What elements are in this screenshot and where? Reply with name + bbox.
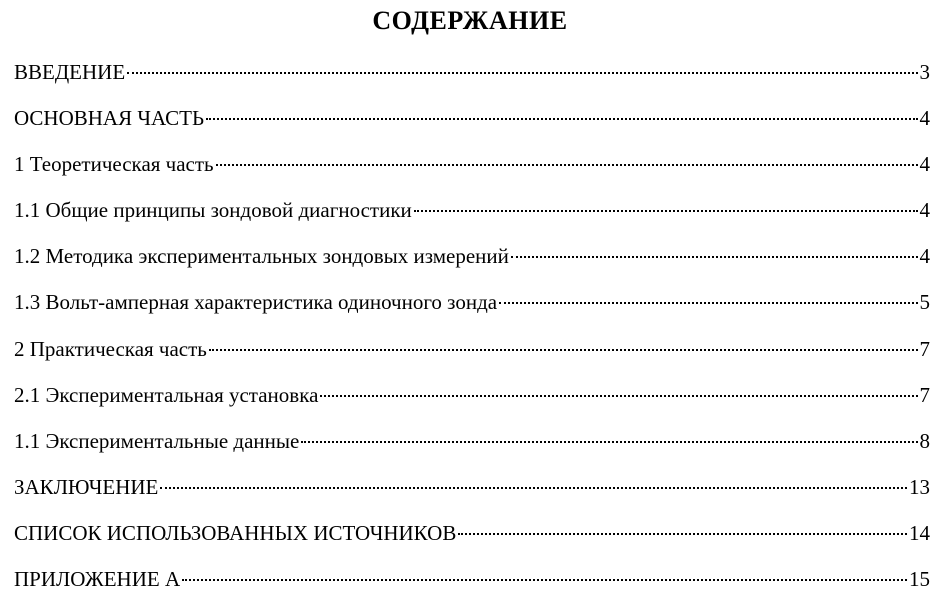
toc-page-number: 7 xyxy=(919,336,930,361)
toc-page-number: 8 xyxy=(919,428,930,453)
toc-entry-introduction[interactable] xyxy=(14,54,930,100)
toc-page-number: 7 xyxy=(919,382,930,407)
toc-entry-references[interactable] xyxy=(14,515,930,561)
toc-entry-iv-characteristic[interactable] xyxy=(14,284,930,330)
toc-page-number: 15 xyxy=(909,567,930,592)
dot-leader xyxy=(511,256,918,258)
dot-leader xyxy=(160,487,907,489)
toc-entry-text: СПИСОК ИСПОЛЬЗОВАННЫХ ИСТОЧНИКОВ xyxy=(14,520,457,545)
dot-leader xyxy=(499,302,917,304)
toc-entry-measurement-method[interactable] xyxy=(14,238,930,284)
toc-page-number: 4 xyxy=(919,198,930,223)
toc-entry-theory[interactable] xyxy=(14,146,930,192)
dot-leader xyxy=(206,118,917,120)
toc-title: СОДЕРЖАНИЕ xyxy=(372,6,568,35)
toc-entry-setup[interactable] xyxy=(14,377,930,423)
toc-entry-text: 1 Теоретическая часть xyxy=(14,152,214,177)
dot-leader xyxy=(127,72,917,74)
toc-entry-text: ЗАКЛЮЧЕНИЕ xyxy=(14,474,159,499)
dot-leader xyxy=(320,395,917,397)
toc-entry-experimental-data[interactable] xyxy=(14,423,930,469)
toc-entry-conclusion[interactable] xyxy=(14,469,930,515)
dot-leader xyxy=(414,210,918,212)
toc-entry-text: ВВЕДЕНИЕ xyxy=(14,60,126,84)
toc-page-number: 4 xyxy=(919,244,930,269)
toc-entry-text: ОСНОВНАЯ ЧАСТЬ xyxy=(14,106,205,131)
toc-page-number: 14 xyxy=(909,520,930,545)
dot-leader xyxy=(209,349,918,351)
toc-entry-probe-principles[interactable] xyxy=(14,192,930,238)
toc-entry-text: 2 Практическая часть xyxy=(14,336,207,361)
toc-page-number: 5 xyxy=(919,290,930,315)
toc-entry-text: 1.2 Методика экспериментальных зондовых измерений xyxy=(14,244,509,269)
dot-leader xyxy=(458,533,907,535)
toc-entry-practical[interactable] xyxy=(14,331,930,377)
toc-entry-text: ПРИЛОЖЕНИЕ А xyxy=(14,567,181,592)
dot-leader xyxy=(301,441,917,443)
dot-leader xyxy=(216,164,918,166)
toc-entry-text: 1.1 Общие принципы зондовой диагностики xyxy=(14,198,412,223)
toc-entry-appendix-a[interactable] xyxy=(14,561,930,607)
toc-page-number: 4 xyxy=(919,106,930,131)
toc-entry-text: 1.3 Вольт-амперная характеристика одиночного зонда xyxy=(14,290,498,315)
toc-page-number: 4 xyxy=(919,152,930,177)
dot-leader xyxy=(182,579,907,581)
toc-page-number: 3 xyxy=(919,60,930,84)
toc-entry-main-part[interactable] xyxy=(14,100,930,146)
toc-entry-text: 1.1 Экспериментальные данные xyxy=(14,428,300,453)
toc-entry-text: 2.1 Экспериментальная установка xyxy=(14,382,319,407)
table-of-contents xyxy=(14,54,930,607)
toc-page-number: 13 xyxy=(909,474,930,499)
